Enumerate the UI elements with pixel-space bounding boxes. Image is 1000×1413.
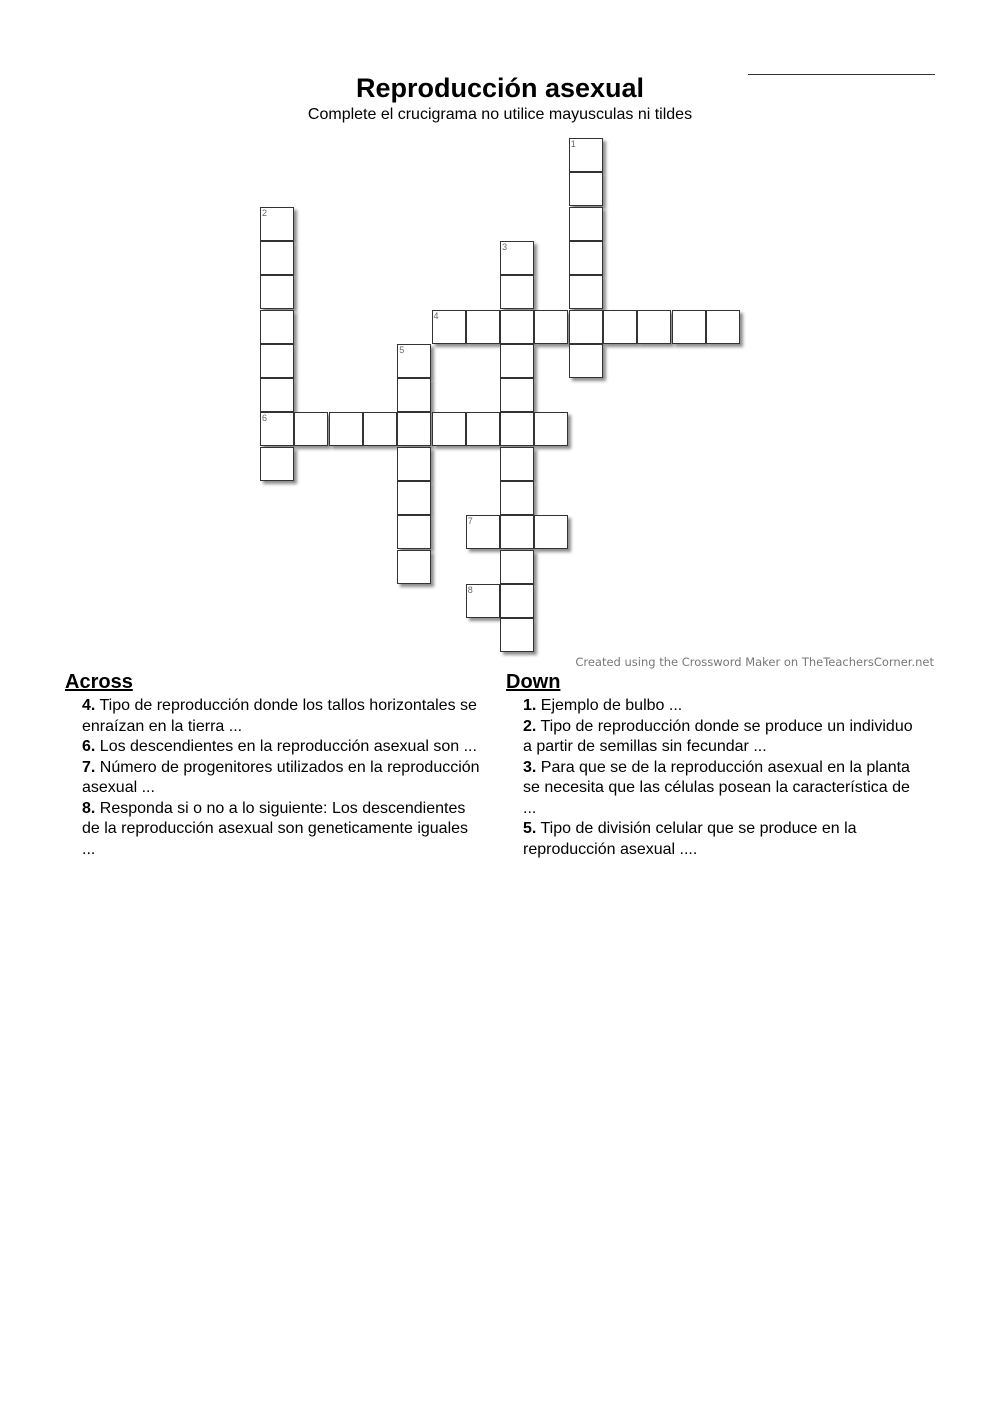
- crossword-cell[interactable]: [534, 412, 568, 446]
- crossword-cell[interactable]: [534, 310, 568, 344]
- crossword-cell[interactable]: [432, 412, 466, 446]
- credit-text: Created using the Crossword Maker on TheTeachersCorner.net: [575, 655, 934, 669]
- crossword-cell[interactable]: [466, 310, 500, 344]
- crossword-cell[interactable]: [500, 447, 534, 481]
- down-heading: Down: [506, 671, 561, 693]
- crossword-cell[interactable]: [500, 618, 534, 652]
- page-subtitle: Complete el crucigrama no utilice mayusculas ni tildes: [307, 106, 693, 123]
- crossword-cell[interactable]: [637, 310, 671, 344]
- across-clues: [65, 671, 485, 860]
- crossword-cell[interactable]: [260, 412, 294, 446]
- clue-number-label: 5: [399, 344, 405, 355]
- clue-number-label: 7: [467, 516, 473, 527]
- crossword-cell[interactable]: [569, 172, 603, 206]
- crossword-cell[interactable]: [569, 344, 603, 378]
- crossword-cell[interactable]: [672, 310, 706, 344]
- crossword-grid: [0, 0, 1000, 700]
- crossword-cell[interactable]: [466, 515, 500, 549]
- crossword-cell[interactable]: [500, 584, 534, 618]
- crossword-cell[interactable]: [569, 207, 603, 241]
- crossword-cell[interactable]: [466, 412, 500, 446]
- down-clues: [506, 671, 916, 860]
- crossword-cell[interactable]: [500, 481, 534, 515]
- crossword-cell[interactable]: [706, 310, 740, 344]
- page-title: Reproducción asexual: [355, 73, 645, 103]
- crossword-cell[interactable]: [260, 378, 294, 412]
- crossword-cell[interactable]: [569, 275, 603, 309]
- clue-number-label: 8: [467, 584, 473, 595]
- clue-down-1: 1. Ejemplo de bulbo ...: [523, 697, 683, 714]
- crossword-cell[interactable]: [397, 344, 431, 378]
- crossword-cell[interactable]: [260, 344, 294, 378]
- crossword-cell[interactable]: [466, 584, 500, 618]
- crossword-cell[interactable]: [500, 275, 534, 309]
- crossword-cell[interactable]: [397, 481, 431, 515]
- clue-down-5: 5. Tipo de división celular que se produce en la reproducción asexual ....: [523, 820, 857, 858]
- crossword-cell[interactable]: [534, 515, 568, 549]
- crossword-cell[interactable]: [500, 241, 534, 275]
- crossword-cell[interactable]: [432, 310, 466, 344]
- crossword-cell[interactable]: [397, 378, 431, 412]
- clue-number-label: 3: [502, 241, 508, 252]
- clue-down-3: 3. Para que se de la reproducción asexual en la planta se necesita que las células posean la característica de ...: [523, 758, 910, 817]
- clue-across-6: 6. Los descendientes en la reproducción asexual son ...: [82, 738, 477, 755]
- crossword-cell[interactable]: [397, 412, 431, 446]
- clue-number-label: 2: [262, 207, 268, 218]
- crossword-cell[interactable]: [397, 515, 431, 549]
- clue-number-label: 4: [433, 310, 439, 321]
- clue-across-4: 4. Tipo de reproducción donde los tallos horizontales se enraízan en la tierra ...: [82, 697, 477, 735]
- crossword-cell[interactable]: [260, 447, 294, 481]
- crossword-cell[interactable]: [329, 412, 363, 446]
- crossword-cell[interactable]: [569, 241, 603, 275]
- crossword-cell[interactable]: [500, 378, 534, 412]
- crossword-cell[interactable]: [363, 412, 397, 446]
- clue-number-label: 1: [570, 139, 576, 149]
- clue-down-2: 2. Tipo de reproducción donde se produce un individuo a partir de semillas sin fecundar ...: [523, 717, 913, 755]
- crossword-cell[interactable]: [397, 447, 431, 481]
- crossword-cell[interactable]: [500, 310, 534, 344]
- clue-across-8: 8. Responda si o no a lo siguiente: Los descendientes de la reproducción asexual son geneticamente iguales ...: [82, 799, 469, 858]
- crossword-cell[interactable]: [260, 241, 294, 275]
- crossword-cell[interactable]: [500, 550, 534, 584]
- crossword-cell[interactable]: [500, 344, 534, 378]
- crossword-cell[interactable]: [500, 515, 534, 549]
- clue-number-label: 6: [262, 413, 268, 424]
- crossword-cell[interactable]: [260, 207, 294, 241]
- clue-across-7: 7. Número de progenitores utilizados en la reproducción asexual ...: [82, 758, 480, 796]
- crossword-cell[interactable]: [500, 412, 534, 446]
- crossword-cell[interactable]: [569, 138, 603, 172]
- across-heading: Across: [65, 671, 133, 693]
- crossword-cell[interactable]: [294, 412, 328, 446]
- crossword-cell[interactable]: [397, 550, 431, 584]
- crossword-cell[interactable]: [569, 310, 603, 344]
- crossword-cell[interactable]: [260, 310, 294, 344]
- crossword-cell[interactable]: [603, 310, 637, 344]
- crossword-cell[interactable]: [260, 275, 294, 309]
